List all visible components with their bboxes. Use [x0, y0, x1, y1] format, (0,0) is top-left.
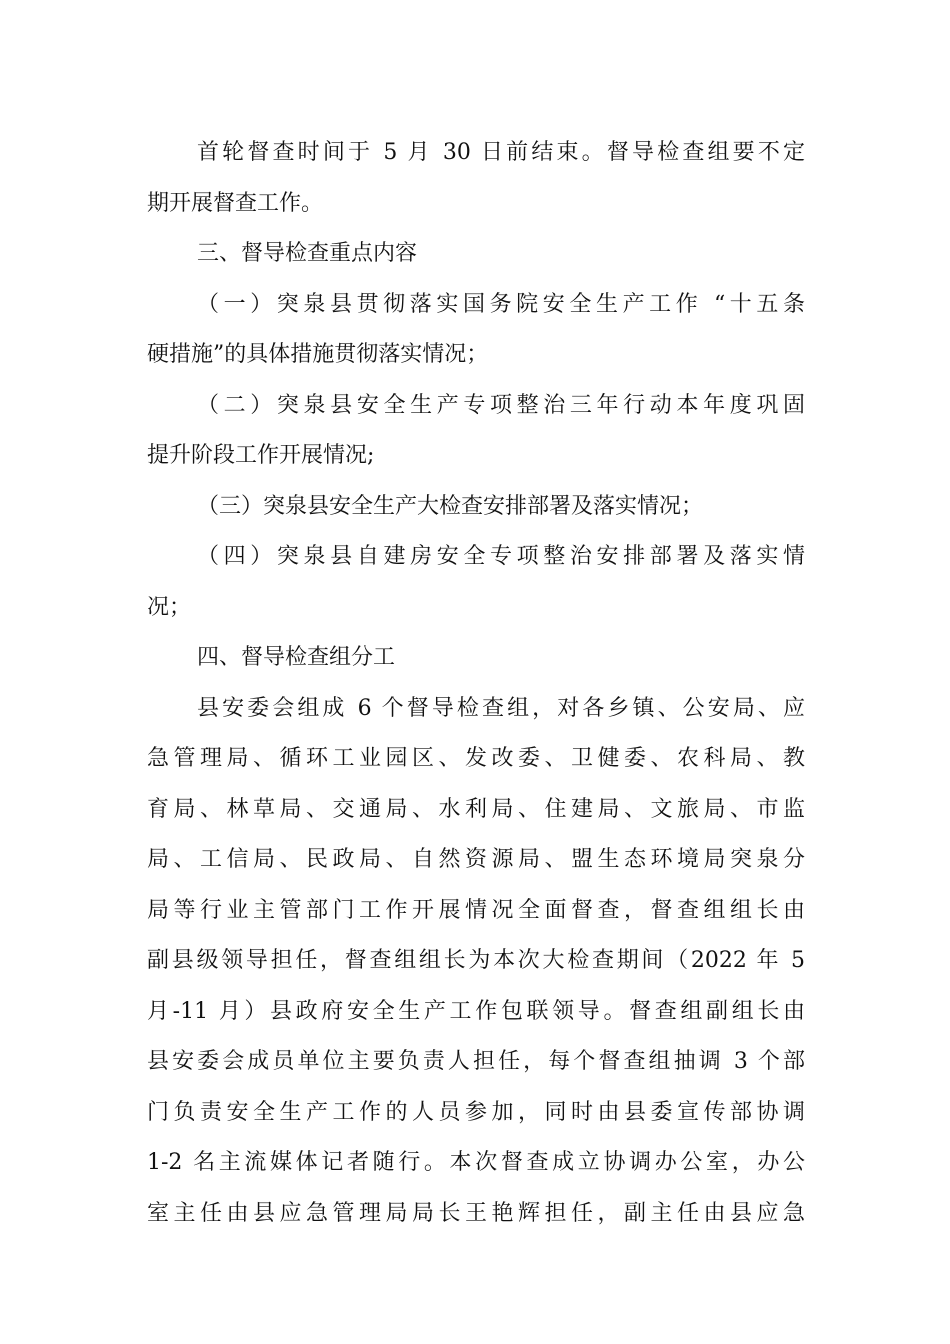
paragraph-line: 1-2 名主流媒体记者随行。本次督查成立协调办公室，办公: [147, 1150, 805, 1175]
paragraph-line: 副县级领导担任，督查组组长为本次大检查期间（2022 年 5: [147, 948, 805, 973]
paragraph-line: 期开展督查工作。: [147, 190, 324, 216]
paragraph-line: 月-11 月）县政府安全生产工作包联领导。督查组副组长由: [147, 998, 805, 1024]
list-item-line: 硬措施”的具体措施贯彻落实情况；: [147, 342, 489, 367]
paragraph-line: 育局、林草局、交通局、水利局、住建局、文旅局、市监: [147, 796, 805, 822]
list-item-line: （四）突泉县自建房安全专项整治安排部署及落实情: [197, 544, 805, 569]
paragraph-line: 首轮督查时间于 5 月 30 日前结束。督导检查组要不定: [197, 140, 805, 165]
list-item-line: 提升阶段工作开展情况;: [147, 443, 375, 468]
paragraph-line: 县安委会成员单位主要负责人担任，每个督查组抽调 3 个部: [147, 1049, 805, 1074]
paragraph-line: 室主任由县应急管理局局长王艳辉担任，副主任由县应急: [147, 1200, 805, 1226]
paragraph-line: 急管理局、循环工业园区、发改委、卫健委、农科局、教: [147, 746, 805, 771]
list-item-line: （三）突泉县安全生产大检查安排部署及落实情况；: [197, 493, 704, 519]
list-item-line: （二）突泉县安全生产专项整治三年行动本年度巩固: [197, 392, 805, 418]
paragraph-line: 局等行业主管部门工作开展情况全面督查，督查组组长由: [147, 897, 805, 923]
list-item-line: 况；: [147, 594, 192, 620]
section-heading: 三、督导检查重点内容: [197, 241, 418, 266]
section-heading: 四、督导检查组分工: [197, 645, 396, 670]
paragraph-line: 门负责安全生产工作的人员参加，同时由县委宣传部协调: [147, 1099, 805, 1125]
paragraph-line: 县安委会组成 6 个督导检查组，对各乡镇、公安局、应: [197, 695, 805, 721]
document-body: [147, 128, 805, 1239]
list-item-line: （一）突泉县贯彻落实国务院安全生产工作 “十五条: [197, 291, 805, 317]
paragraph-line: 局、工信局、民政局、自然资源局、盟生态环境局突泉分: [147, 847, 805, 872]
